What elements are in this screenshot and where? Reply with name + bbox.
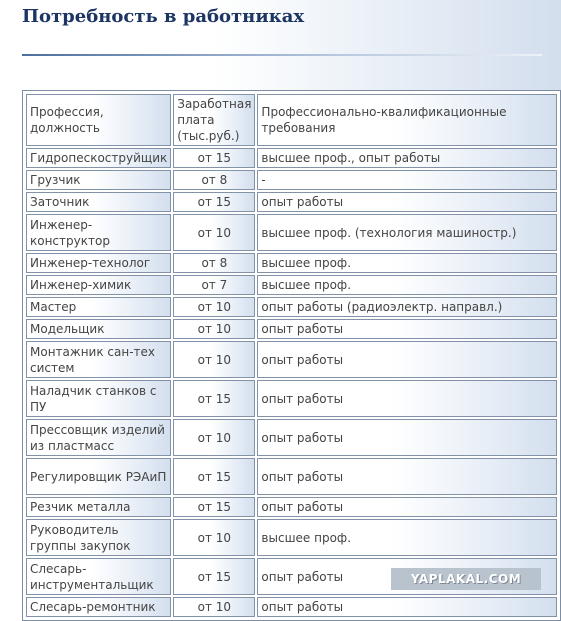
table-row <box>26 214 557 251</box>
cell-salary: от 10 <box>173 341 255 378</box>
table-row <box>26 497 557 517</box>
cell-requirements: опыт работы (радиоэлектр. направл.) <box>257 297 557 317</box>
cell-profession: Инженер-технолог <box>26 253 171 273</box>
cell-requirements: высшее проф. <box>257 519 557 556</box>
cell-requirements: опыт работы <box>257 192 557 212</box>
table-row <box>26 297 557 317</box>
cell-salary: от 10 <box>173 214 255 251</box>
cell-salary: от 10 <box>173 519 255 556</box>
cell-salary: от 15 <box>173 192 255 212</box>
cell-requirements: опыт работы <box>257 458 557 495</box>
table-row <box>26 458 557 495</box>
cell-salary: от 10 <box>173 419 255 456</box>
table-row <box>26 519 557 556</box>
cell-salary: от 15 <box>173 148 255 168</box>
cell-profession: Модельщик <box>26 319 171 339</box>
header-requirements: Профессионально-квалификационные требования <box>257 94 557 146</box>
table-row <box>26 380 557 417</box>
cell-profession: Слесарь-инструментальщик <box>26 558 171 595</box>
table-row <box>26 148 557 168</box>
cell-profession: Прессовщик изделий из пластмасс <box>26 419 171 456</box>
cell-profession: Резчик металла <box>26 497 171 517</box>
header-profession: Профессия, должность <box>26 94 171 146</box>
cell-requirements: высшее проф., опыт работы <box>257 148 557 168</box>
cell-salary: от 15 <box>173 558 255 595</box>
cell-requirements: опыт работы <box>257 597 557 617</box>
cell-salary: от 10 <box>173 597 255 617</box>
cell-requirements: высшее проф. (технология машиностр.) <box>257 214 557 251</box>
cell-profession: Инженер-химик <box>26 275 171 295</box>
watermark-logo: YAPLAKAL.COM <box>391 568 541 590</box>
table-row <box>26 341 557 378</box>
cell-profession: Гидропескоструйщик <box>26 148 171 168</box>
cell-profession: Регулировщик РЭАиП <box>26 458 171 495</box>
table-row <box>26 419 557 456</box>
workers-table <box>24 92 559 619</box>
cell-requirements: высшее проф. <box>257 275 557 295</box>
cell-salary: от 8 <box>173 253 255 273</box>
cell-salary: от 7 <box>173 275 255 295</box>
cell-requirements: опыт работы <box>257 380 557 417</box>
cell-salary: от 15 <box>173 458 255 495</box>
cell-profession: Монтажник сан-тех систем <box>26 341 171 378</box>
table-row <box>26 319 557 339</box>
header-salary: Заработная плата (тыс.руб.) <box>173 94 255 146</box>
table-row <box>26 275 557 295</box>
cell-salary: от 10 <box>173 297 255 317</box>
cell-requirements: высшее проф. <box>257 253 557 273</box>
cell-salary: от 15 <box>173 380 255 417</box>
title-divider <box>22 54 542 56</box>
cell-requirements: - <box>257 170 557 190</box>
cell-requirements: опыт работы <box>257 558 557 595</box>
cell-profession: Руководитель группы закупок <box>26 519 171 556</box>
cell-salary: от 10 <box>173 319 255 339</box>
cell-profession: Наладчик станков с ПУ <box>26 380 171 417</box>
cell-requirements: опыт работы <box>257 497 557 517</box>
cell-salary: от 8 <box>173 170 255 190</box>
cell-profession: Слесарь-ремонтник <box>26 597 171 617</box>
cell-profession: Мастер <box>26 297 171 317</box>
table-row <box>26 192 557 212</box>
table-row <box>26 597 557 617</box>
table-header-row <box>26 94 557 146</box>
cell-requirements: опыт работы <box>257 419 557 456</box>
cell-profession: Грузчик <box>26 170 171 190</box>
cell-salary: от 15 <box>173 497 255 517</box>
workers-table-frame <box>22 90 561 621</box>
table-row <box>26 170 557 190</box>
cell-requirements: опыт работы <box>257 319 557 339</box>
table-row <box>26 253 557 273</box>
cell-requirements: опыт работы <box>257 341 557 378</box>
page-title: Потребность в работниках <box>22 6 305 27</box>
cell-profession: Инженер-конструктор <box>26 214 171 251</box>
cell-profession: Заточник <box>26 192 171 212</box>
